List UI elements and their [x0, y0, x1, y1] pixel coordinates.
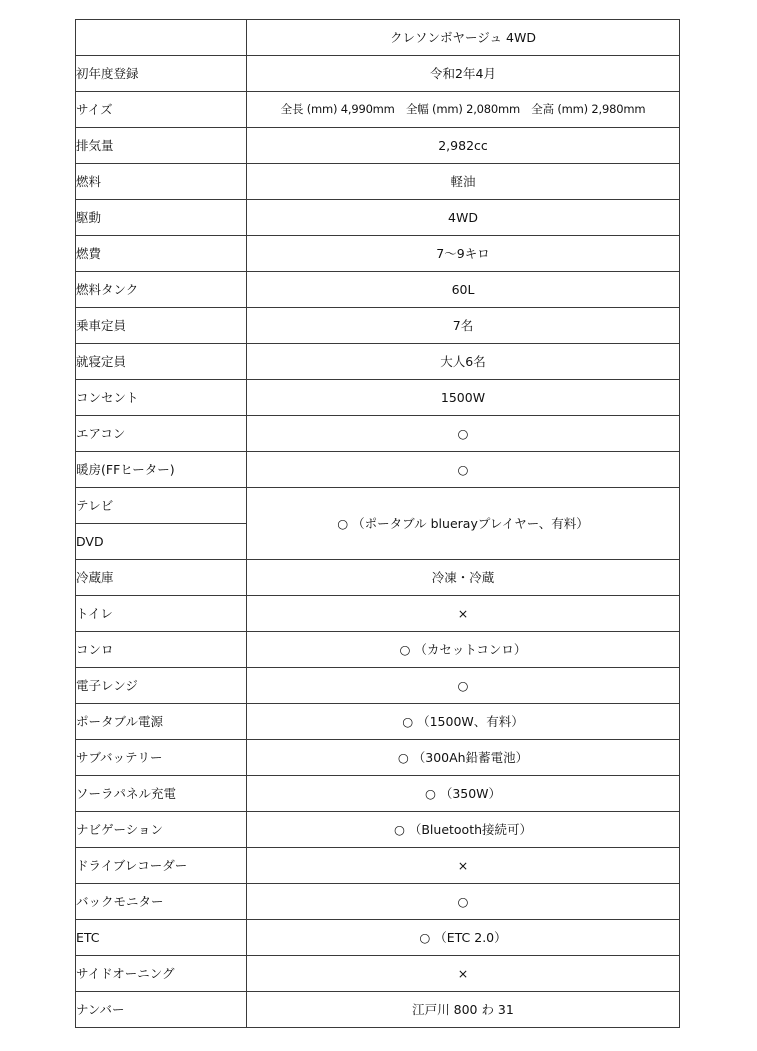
row-value: 軽油	[247, 164, 680, 200]
row-label: サブバッテリー	[76, 740, 247, 776]
row-value: ○	[247, 884, 680, 920]
row-label: サイドオーニング	[76, 956, 247, 992]
table-row	[76, 956, 680, 992]
row-value: ×	[247, 596, 680, 632]
table-row	[76, 416, 680, 452]
row-value: ○	[247, 416, 680, 452]
table-row	[76, 668, 680, 704]
table-row	[76, 236, 680, 272]
row-label: ソーラパネル充電	[76, 776, 247, 812]
table-row	[76, 92, 680, 128]
table-row	[76, 380, 680, 416]
row-label: ドライブレコーダー	[76, 848, 247, 884]
row-label: 乗車定員	[76, 308, 247, 344]
table-row	[76, 200, 680, 236]
row-label: 排気量	[76, 128, 247, 164]
table-row	[76, 812, 680, 848]
table-row	[76, 128, 680, 164]
table-row	[76, 740, 680, 776]
row-label: テレビ	[76, 488, 247, 524]
table-row	[76, 884, 680, 920]
row-label: サイズ	[76, 92, 247, 128]
row-label: ナンバー	[76, 992, 247, 1028]
row-label: バックモニター	[76, 884, 247, 920]
row-value: ○ （300Ah鉛蓄電池）	[247, 740, 680, 776]
table-row	[76, 848, 680, 884]
row-label: トイレ	[76, 596, 247, 632]
table-row	[76, 344, 680, 380]
table-header-row	[76, 20, 680, 56]
row-value: 4WD	[247, 200, 680, 236]
row-value: ○ （カセットコンロ）	[247, 632, 680, 668]
row-value: 2,982cc	[247, 128, 680, 164]
row-label: 冷蔵庫	[76, 560, 247, 596]
table-row	[76, 560, 680, 596]
row-label: 暖房(FFヒーター)	[76, 452, 247, 488]
table-row	[76, 452, 680, 488]
row-label: ナビゲーション	[76, 812, 247, 848]
row-value: 7～9キロ	[247, 236, 680, 272]
table-row	[76, 56, 680, 92]
row-value: ○ （Bluetooth接続可）	[247, 812, 680, 848]
row-value: ○ （350W）	[247, 776, 680, 812]
table-row	[76, 308, 680, 344]
row-value: 江戸川 800 わ 31	[247, 992, 680, 1028]
row-label: ETC	[76, 920, 247, 956]
tv-dvd-merged-value: ○ （ポータブル bluerayプレイヤー、有料）	[247, 488, 680, 560]
table-row	[76, 632, 680, 668]
row-value: ○ （ETC 2.0）	[247, 920, 680, 956]
row-label: エアコン	[76, 416, 247, 452]
row-label: ポータブル電源	[76, 704, 247, 740]
row-label: 初年度登録	[76, 56, 247, 92]
table-row	[76, 776, 680, 812]
row-value: ○	[247, 452, 680, 488]
row-label: 燃費	[76, 236, 247, 272]
vehicle-name-cell: クレソンボヤージュ 4WD	[247, 20, 680, 56]
row-label: 駆動	[76, 200, 247, 236]
row-value: 冷凍・冷蔵	[247, 560, 680, 596]
row-label: コンセント	[76, 380, 247, 416]
row-value: ○	[247, 668, 680, 704]
row-value: 7名	[247, 308, 680, 344]
table-row	[76, 704, 680, 740]
row-label: 就寝定員	[76, 344, 247, 380]
row-label: 燃料タンク	[76, 272, 247, 308]
table-row	[76, 272, 680, 308]
row-value: 全長 (mm) 4,990mm 全幅 (mm) 2,080mm 全高 (mm) 2,980mm	[247, 92, 680, 128]
row-label: コンロ	[76, 632, 247, 668]
table-row	[76, 488, 680, 524]
row-value: ×	[247, 956, 680, 992]
row-value: 令和2年4月	[247, 56, 680, 92]
table-row	[76, 992, 680, 1028]
row-label: 燃料	[76, 164, 247, 200]
row-value: ○ （1500W、有料）	[247, 704, 680, 740]
row-label: DVD	[76, 524, 247, 560]
spec-table	[75, 19, 680, 1028]
row-value: 60L	[247, 272, 680, 308]
row-value: ×	[247, 848, 680, 884]
table-row	[76, 920, 680, 956]
row-value: 1500W	[247, 380, 680, 416]
row-value: 大人6名	[247, 344, 680, 380]
table-row	[76, 596, 680, 632]
table-row	[76, 164, 680, 200]
row-label: 電子レンジ	[76, 668, 247, 704]
header-label-cell	[76, 20, 247, 56]
